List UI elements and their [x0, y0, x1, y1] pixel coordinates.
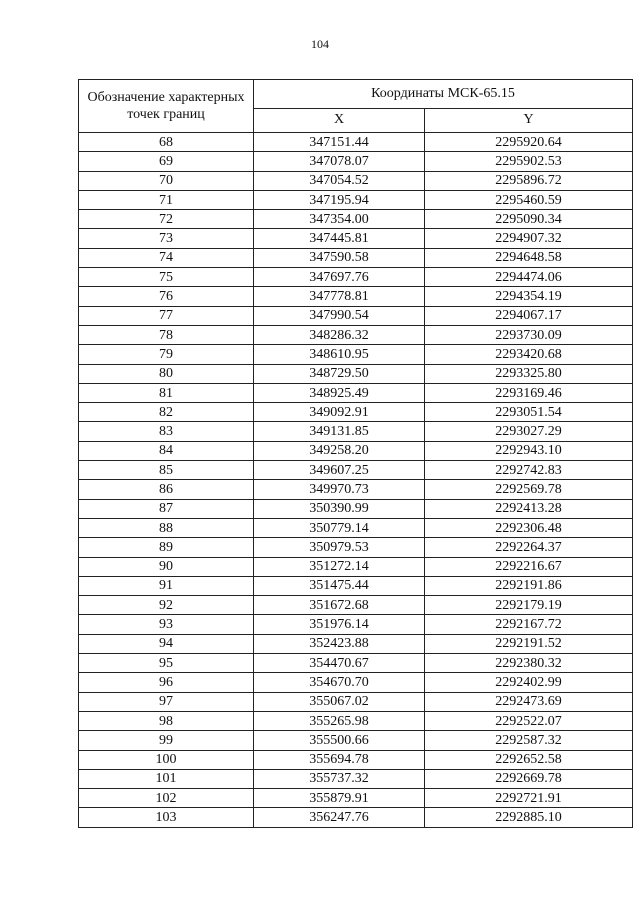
y-coordinate-cell: 2292179.19	[425, 596, 633, 615]
x-coordinate-cell: 355737.32	[254, 769, 425, 788]
x-coordinate-cell: 355879.91	[254, 789, 425, 808]
y-coordinate-cell: 2293325.80	[425, 364, 633, 383]
table-row	[79, 499, 633, 518]
table-row	[79, 557, 633, 576]
x-coordinate-cell: 348925.49	[254, 383, 425, 402]
table-row	[79, 229, 633, 248]
table-header	[79, 80, 633, 133]
point-cell: 96	[79, 673, 254, 692]
point-cell: 92	[79, 596, 254, 615]
point-cell: 78	[79, 325, 254, 344]
point-cell: 91	[79, 576, 254, 595]
y-coordinate-cell: 2292402.99	[425, 673, 633, 692]
x-coordinate-cell: 348729.50	[254, 364, 425, 383]
point-cell: 89	[79, 538, 254, 557]
y-coordinate-cell: 2292943.10	[425, 441, 633, 460]
x-coordinate-cell: 350979.53	[254, 538, 425, 557]
point-column-header: Обозначение характерных точек границ	[79, 80, 254, 133]
table-row	[79, 248, 633, 267]
table-row	[79, 325, 633, 344]
table-row	[79, 480, 633, 499]
y-coordinate-cell: 2292669.78	[425, 769, 633, 788]
y-coordinate-cell: 2295920.64	[425, 133, 633, 152]
x-coordinate-cell: 347354.00	[254, 210, 425, 229]
point-cell: 73	[79, 229, 254, 248]
table-body	[79, 133, 633, 828]
table-row	[79, 654, 633, 673]
point-cell: 94	[79, 634, 254, 653]
y-coordinate-cell: 2294907.32	[425, 229, 633, 248]
point-cell: 74	[79, 248, 254, 267]
table-row	[79, 769, 633, 788]
x-coordinate-cell: 355694.78	[254, 750, 425, 769]
point-cell: 84	[79, 441, 254, 460]
x-coordinate-cell: 348610.95	[254, 345, 425, 364]
y-coordinate-cell: 2292885.10	[425, 808, 633, 827]
y-coordinate-cell: 2293420.68	[425, 345, 633, 364]
point-cell: 72	[79, 210, 254, 229]
y-coordinate-cell: 2292522.07	[425, 711, 633, 730]
point-cell: 88	[79, 518, 254, 537]
table-row	[79, 615, 633, 634]
y-coordinate-cell: 2295896.72	[425, 171, 633, 190]
y-coordinate-cell: 2293169.46	[425, 383, 633, 402]
y-coordinate-cell: 2294354.19	[425, 287, 633, 306]
y-coordinate-cell: 2295090.34	[425, 210, 633, 229]
coordinates-column-header: Координаты МСК-65.15	[254, 80, 633, 109]
point-cell: 103	[79, 808, 254, 827]
x-coordinate-cell: 352423.88	[254, 634, 425, 653]
x-coordinate-cell: 349092.91	[254, 403, 425, 422]
point-cell: 86	[79, 480, 254, 499]
y-coordinate-cell: 2295902.53	[425, 152, 633, 171]
point-cell: 93	[79, 615, 254, 634]
x-coordinate-cell: 347195.94	[254, 190, 425, 209]
table-row	[79, 171, 633, 190]
y-coordinate-cell: 2292721.91	[425, 789, 633, 808]
point-cell: 102	[79, 789, 254, 808]
point-cell: 97	[79, 692, 254, 711]
point-cell: 90	[79, 557, 254, 576]
table-row	[79, 596, 633, 615]
x-coordinate-cell: 347990.54	[254, 306, 425, 325]
table-row	[79, 538, 633, 557]
x-coordinate-cell: 347778.81	[254, 287, 425, 306]
point-cell: 76	[79, 287, 254, 306]
table-row	[79, 808, 633, 827]
table-row	[79, 422, 633, 441]
table-row	[79, 789, 633, 808]
table-row	[79, 268, 633, 287]
table-row	[79, 190, 633, 209]
y-coordinate-cell: 2292652.58	[425, 750, 633, 769]
table-row	[79, 403, 633, 422]
table-row	[79, 441, 633, 460]
point-cell: 98	[79, 711, 254, 730]
table-row	[79, 692, 633, 711]
x-coordinate-cell: 351672.68	[254, 596, 425, 615]
x-coordinate-cell: 350390.99	[254, 499, 425, 518]
table-row	[79, 383, 633, 402]
point-cell: 70	[79, 171, 254, 190]
x-coordinate-cell: 347697.76	[254, 268, 425, 287]
y-coordinate-cell: 2292191.86	[425, 576, 633, 595]
y-coordinate-cell: 2292742.83	[425, 461, 633, 480]
table-row	[79, 210, 633, 229]
point-cell: 75	[79, 268, 254, 287]
x-coordinate-cell: 355500.66	[254, 731, 425, 750]
point-cell: 100	[79, 750, 254, 769]
y-coordinate-cell: 2292569.78	[425, 480, 633, 499]
y-coordinate-cell: 2293730.09	[425, 325, 633, 344]
x-coordinate-cell: 349607.25	[254, 461, 425, 480]
point-cell: 101	[79, 769, 254, 788]
coordinates-table	[78, 79, 633, 828]
x-coordinate-cell: 356247.76	[254, 808, 425, 827]
y-column-header: Y	[425, 108, 633, 132]
point-cell: 81	[79, 383, 254, 402]
y-coordinate-cell: 2292167.72	[425, 615, 633, 634]
x-coordinate-cell: 347445.81	[254, 229, 425, 248]
x-coordinate-cell: 354470.67	[254, 654, 425, 673]
x-coordinate-cell: 349970.73	[254, 480, 425, 499]
point-cell: 71	[79, 190, 254, 209]
x-coordinate-cell: 355265.98	[254, 711, 425, 730]
x-coordinate-cell: 354670.70	[254, 673, 425, 692]
x-column-header: X	[254, 108, 425, 132]
table-row	[79, 518, 633, 537]
y-coordinate-cell: 2293027.29	[425, 422, 633, 441]
y-coordinate-cell: 2293051.54	[425, 403, 633, 422]
y-coordinate-cell: 2292473.69	[425, 692, 633, 711]
point-cell: 79	[79, 345, 254, 364]
x-coordinate-cell: 347590.58	[254, 248, 425, 267]
point-cell: 82	[79, 403, 254, 422]
point-cell: 85	[79, 461, 254, 480]
y-coordinate-cell: 2292264.37	[425, 538, 633, 557]
table-row	[79, 750, 633, 769]
x-coordinate-cell: 349131.85	[254, 422, 425, 441]
x-coordinate-cell: 351976.14	[254, 615, 425, 634]
x-coordinate-cell: 349258.20	[254, 441, 425, 460]
point-cell: 77	[79, 306, 254, 325]
y-coordinate-cell: 2292216.67	[425, 557, 633, 576]
table-row	[79, 731, 633, 750]
x-coordinate-cell: 355067.02	[254, 692, 425, 711]
table-row	[79, 711, 633, 730]
y-coordinate-cell: 2294067.17	[425, 306, 633, 325]
y-coordinate-cell: 2294474.06	[425, 268, 633, 287]
x-coordinate-cell: 347151.44	[254, 133, 425, 152]
point-cell: 83	[79, 422, 254, 441]
y-coordinate-cell: 2292380.32	[425, 654, 633, 673]
point-cell: 95	[79, 654, 254, 673]
y-coordinate-cell: 2295460.59	[425, 190, 633, 209]
x-coordinate-cell: 350779.14	[254, 518, 425, 537]
y-coordinate-cell: 2292587.32	[425, 731, 633, 750]
table-row	[79, 133, 633, 152]
table-row	[79, 634, 633, 653]
point-cell: 99	[79, 731, 254, 750]
y-coordinate-cell: 2292413.28	[425, 499, 633, 518]
point-cell: 87	[79, 499, 254, 518]
page-number: 104	[311, 37, 329, 51]
point-cell: 80	[79, 364, 254, 383]
x-coordinate-cell: 347054.52	[254, 171, 425, 190]
point-cell: 68	[79, 133, 254, 152]
table-row	[79, 287, 633, 306]
table-row	[79, 152, 633, 171]
x-coordinate-cell: 351272.14	[254, 557, 425, 576]
table-row	[79, 345, 633, 364]
x-coordinate-cell: 347078.07	[254, 152, 425, 171]
y-coordinate-cell: 2292191.52	[425, 634, 633, 653]
y-coordinate-cell: 2292306.48	[425, 518, 633, 537]
point-cell: 69	[79, 152, 254, 171]
table-row	[79, 461, 633, 480]
table-row	[79, 673, 633, 692]
x-coordinate-cell: 351475.44	[254, 576, 425, 595]
y-coordinate-cell: 2294648.58	[425, 248, 633, 267]
table-row	[79, 306, 633, 325]
x-coordinate-cell: 348286.32	[254, 325, 425, 344]
table-row	[79, 364, 633, 383]
table-row	[79, 576, 633, 595]
